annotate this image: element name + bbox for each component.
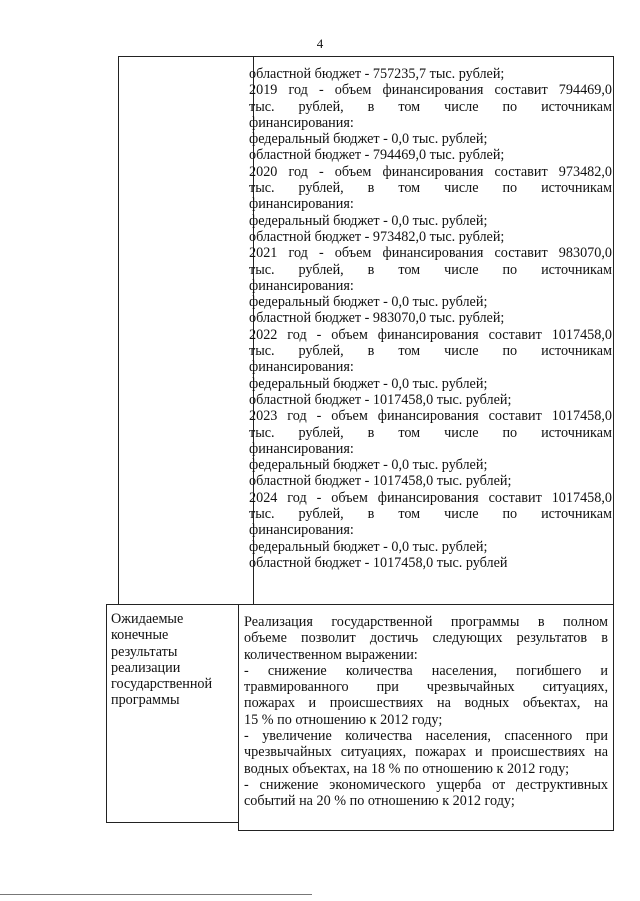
text-line: областной бюджет - 983070,0 тыс. рублей;: [249, 310, 505, 327]
text-line: областной бюджет - 973482,0 тыс. рублей;: [249, 228, 505, 245]
footer-rule: [0, 894, 312, 895]
label-line: реализации: [111, 659, 181, 676]
label-line: Ожидаемые: [111, 611, 184, 627]
text-line: 2020 год - объем финансирования составит 973482,0: [249, 163, 612, 180]
text-line: чрезвычайных ситуациях, пожарах и происшествиях на: [244, 744, 608, 761]
text-line: - снижение количества населения, погибшего и: [244, 662, 608, 679]
expected-results-cell: [244, 614, 608, 810]
text-line: тыс. рублей, в том числе по источникам: [249, 180, 612, 197]
text-line: финансирования:: [249, 196, 354, 213]
text-line: 2024 год - объем финансирования составит 1017458,0: [249, 489, 612, 506]
text-line: - снижение экономического ущерба от деструктивных: [244, 776, 608, 793]
label-line: программы: [111, 692, 180, 709]
label-line: государственной: [111, 676, 213, 693]
column-divider-row2: [238, 604, 239, 831]
text-line: тыс. рублей, в том числе по источникам: [249, 98, 612, 115]
text-line: количественном выражении:: [244, 646, 418, 663]
text-line: финансирования:: [249, 359, 354, 376]
text-line: областной бюджет - 794469,0 тыс. рублей;: [249, 147, 505, 164]
text-line: 2023 год - объем финансирования составит 1017458,0: [249, 408, 612, 425]
text-line: - увеличение количества населения, спасенного при: [244, 728, 608, 745]
table-border-top: [118, 56, 614, 57]
text-line: объеме позволит достичь следующих результатов в: [244, 630, 608, 647]
text-line: финансирования:: [249, 522, 354, 539]
text-line: 15 % по отношению к 2012 году;: [244, 711, 443, 728]
text-line: федеральный бюджет - 0,0 тыс. рублей;: [249, 375, 488, 392]
label-line: результаты: [111, 643, 178, 660]
table-border-right: [613, 56, 614, 604]
text-line: областной бюджет - 757235,7 тыс. рублей;: [249, 66, 505, 82]
text-line: тыс. рублей, в том числе по источникам: [249, 343, 612, 360]
text-line: 2019 год - объем финансирования составит 794469,0: [249, 82, 612, 99]
text-line: тыс. рублей, в том числе по источникам: [249, 506, 612, 523]
text-line: федеральный бюджет - 0,0 тыс. рублей;: [249, 538, 488, 555]
text-line: федеральный бюджет - 0,0 тыс. рублей;: [249, 212, 488, 229]
text-line: федеральный бюджет - 0,0 тыс. рублей;: [249, 457, 488, 474]
text-line: водных объектах, на 18 % по отношению к 2012 году;: [244, 760, 570, 777]
text-line: областной бюджет - 1017458,0 тыс. рублей: [249, 554, 508, 571]
table-border-right-row2: [613, 604, 614, 831]
page-number: 4: [316, 36, 324, 51]
text-line: пожарах и происшествиях на водных объектах, на: [244, 695, 608, 712]
text-line: тыс. рублей, в том числе по источникам: [249, 424, 612, 441]
text-line: тыс. рублей, в том числе по источникам: [249, 261, 612, 278]
text-line: 2021 год - объем финансирования составит 983070,0: [249, 245, 612, 262]
expected-results-label: [111, 611, 236, 709]
text-line: финансирования:: [249, 440, 354, 457]
table-border-left-row2: [106, 604, 107, 823]
text-line: событий на 20 % по отношению к 2012 году;: [244, 793, 515, 810]
text-line: областной бюджет - 1017458,0 тыс. рублей;: [249, 391, 512, 408]
table-border-left: [118, 56, 119, 604]
text-line: 2022 год - объем финансирования составит 1017458,0: [249, 326, 612, 343]
table-border-bottom-right: [238, 830, 614, 831]
text-line: финансирования:: [249, 114, 354, 131]
text-line: Реализация государственной программы в полном: [244, 614, 608, 630]
financing-cell: [249, 66, 612, 571]
table-border-bottom-left: [106, 822, 239, 823]
text-line: федеральный бюджет - 0,0 тыс. рублей;: [249, 131, 488, 148]
text-line: федеральный бюджет - 0,0 тыс. рублей;: [249, 294, 488, 311]
text-line: финансирования:: [249, 277, 354, 294]
row-divider: [106, 604, 614, 605]
text-line: травмированного при чрезвычайных ситуациях,: [244, 679, 608, 696]
label-line: конечные: [111, 627, 169, 644]
text-line: областной бюджет - 1017458,0 тыс. рублей;: [249, 473, 512, 490]
